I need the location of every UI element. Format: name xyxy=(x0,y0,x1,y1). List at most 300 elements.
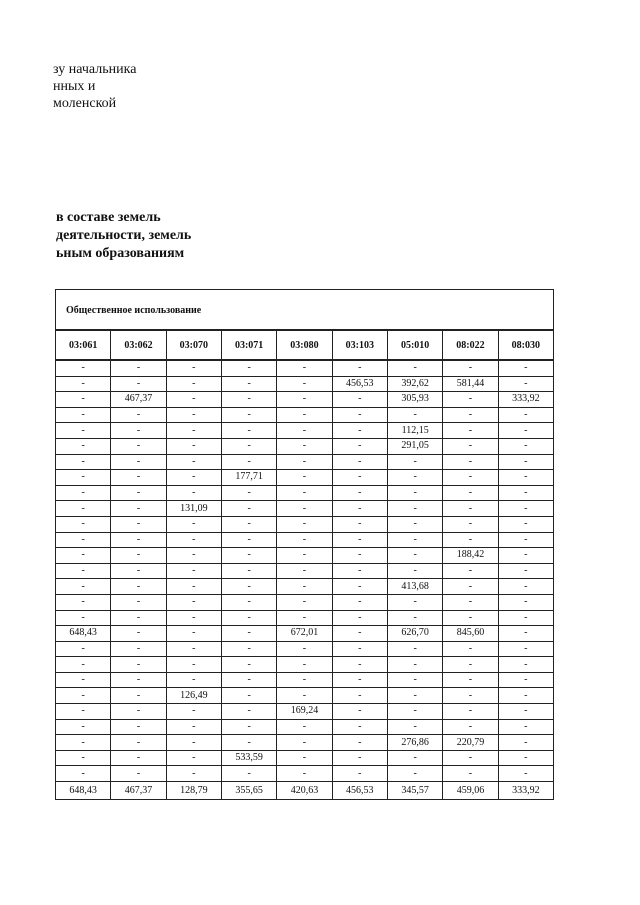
table-cell: - xyxy=(443,750,498,766)
table-cell: - xyxy=(111,548,166,564)
table-cell: - xyxy=(387,750,442,766)
table-cell: - xyxy=(111,376,166,392)
table-cell: - xyxy=(332,641,387,657)
table-cell: - xyxy=(221,407,276,423)
table-cell: - xyxy=(221,532,276,548)
table-cell: - xyxy=(166,750,221,766)
table-cell: - xyxy=(498,360,553,376)
table-row xyxy=(56,688,554,704)
table-cell: - xyxy=(56,563,111,579)
table-cell: - xyxy=(221,579,276,595)
total-cell: 345,57 xyxy=(387,782,442,800)
table-cell: - xyxy=(166,657,221,673)
table-cell: - xyxy=(56,657,111,673)
table-cell: - xyxy=(111,423,166,439)
table-cell: 305,93 xyxy=(387,392,442,408)
table-cell: 413,68 xyxy=(387,579,442,595)
table-cell: - xyxy=(56,594,111,610)
table-cell: - xyxy=(498,548,553,564)
table-cell: - xyxy=(111,454,166,470)
header-row xyxy=(56,330,554,360)
table-cell: - xyxy=(56,360,111,376)
table-cell: - xyxy=(387,641,442,657)
table-cell: - xyxy=(221,704,276,720)
table-cell: - xyxy=(111,719,166,735)
table-cell: - xyxy=(332,407,387,423)
table-cell: - xyxy=(332,735,387,751)
table-cell: - xyxy=(443,454,498,470)
table-cell: - xyxy=(277,579,332,595)
table-cell: - xyxy=(166,407,221,423)
table-cell: - xyxy=(221,766,276,782)
table-cell: 456,53 xyxy=(332,376,387,392)
table-cell: - xyxy=(387,532,442,548)
table-cell: - xyxy=(332,657,387,673)
table-cell: - xyxy=(56,610,111,626)
table-cell: - xyxy=(498,532,553,548)
total-cell: 459,06 xyxy=(443,782,498,800)
table-cell: - xyxy=(277,594,332,610)
table-cell: - xyxy=(332,672,387,688)
table-cell: - xyxy=(443,407,498,423)
table-row xyxy=(56,594,554,610)
table-cell: - xyxy=(56,641,111,657)
table-cell: - xyxy=(332,470,387,486)
table-row xyxy=(56,704,554,720)
table-cell: - xyxy=(498,579,553,595)
table-cell: - xyxy=(498,766,553,782)
table-cell: - xyxy=(221,501,276,517)
table-cell: - xyxy=(277,610,332,626)
table-cell: 626,70 xyxy=(387,626,442,642)
table-cell: - xyxy=(166,470,221,486)
table-cell: - xyxy=(166,485,221,501)
table-cell: - xyxy=(221,594,276,610)
table-cell: - xyxy=(498,750,553,766)
table-cell: - xyxy=(443,579,498,595)
table-cell: - xyxy=(166,626,221,642)
table-cell: - xyxy=(166,610,221,626)
table-cell: - xyxy=(443,470,498,486)
table-cell: - xyxy=(111,610,166,626)
table-cell: - xyxy=(498,485,553,501)
table-cell: - xyxy=(111,438,166,454)
table-cell: - xyxy=(387,704,442,720)
table-cell: - xyxy=(387,610,442,626)
table-cell: - xyxy=(498,423,553,439)
table-cell: - xyxy=(166,532,221,548)
column-header: 03:071 xyxy=(221,330,276,360)
table-cell: - xyxy=(56,735,111,751)
table-cell: 112,15 xyxy=(387,423,442,439)
table-cell: - xyxy=(277,641,332,657)
total-row xyxy=(56,782,554,800)
table-cell: - xyxy=(56,766,111,782)
table-row xyxy=(56,672,554,688)
table-cell: - xyxy=(56,704,111,720)
table-cell: - xyxy=(498,501,553,517)
table-cell: - xyxy=(166,719,221,735)
table-cell: - xyxy=(111,641,166,657)
column-header: 03:070 xyxy=(166,330,221,360)
table-cell: - xyxy=(387,657,442,673)
total-cell: 648,43 xyxy=(56,782,111,800)
table-cell: - xyxy=(443,766,498,782)
table-cell: - xyxy=(277,516,332,532)
table-row xyxy=(56,407,554,423)
table-cell: - xyxy=(166,392,221,408)
heading-line: деятельности, земель xyxy=(56,228,192,243)
table-cell: - xyxy=(111,750,166,766)
table-cell: - xyxy=(443,610,498,626)
table-cell: 648,43 xyxy=(56,626,111,642)
table-cell: - xyxy=(277,470,332,486)
table-cell: - xyxy=(332,719,387,735)
table-cell: - xyxy=(166,594,221,610)
table-cell: - xyxy=(221,688,276,704)
table-cell: - xyxy=(443,392,498,408)
table-cell: - xyxy=(111,672,166,688)
table-row xyxy=(56,735,554,751)
table-cell: - xyxy=(221,376,276,392)
table-group-header xyxy=(55,289,554,329)
table-cell: - xyxy=(111,626,166,642)
total-cell: 420,63 xyxy=(277,782,332,800)
table-cell: - xyxy=(498,672,553,688)
table-cell: - xyxy=(498,470,553,486)
table-cell: - xyxy=(277,750,332,766)
table-cell: - xyxy=(332,532,387,548)
table-cell: - xyxy=(332,360,387,376)
table-row xyxy=(56,719,554,735)
table-row xyxy=(56,766,554,782)
table-cell: - xyxy=(221,563,276,579)
table-cell: - xyxy=(332,485,387,501)
table-cell: 169,24 xyxy=(277,704,332,720)
table-row xyxy=(56,485,554,501)
table-cell: - xyxy=(221,641,276,657)
table-row xyxy=(56,360,554,376)
table-cell: - xyxy=(56,688,111,704)
table-cell: - xyxy=(277,672,332,688)
table-row xyxy=(56,423,554,439)
table-cell: - xyxy=(221,735,276,751)
table-cell: - xyxy=(332,454,387,470)
table-cell: - xyxy=(332,438,387,454)
table-cell: - xyxy=(387,672,442,688)
total-cell: 128,79 xyxy=(166,782,221,800)
table-cell: 276,86 xyxy=(387,735,442,751)
table-cell: - xyxy=(332,750,387,766)
table-cell: - xyxy=(166,360,221,376)
table-cell: - xyxy=(56,719,111,735)
total-cell: 333,92 xyxy=(498,782,553,800)
table-row xyxy=(56,548,554,564)
land-table xyxy=(55,289,554,800)
table-cell: - xyxy=(332,548,387,564)
table-cell: - xyxy=(111,579,166,595)
table-cell: - xyxy=(111,485,166,501)
table-cell: - xyxy=(277,719,332,735)
table-cell: - xyxy=(277,454,332,470)
table-cell: - xyxy=(387,454,442,470)
top-note xyxy=(53,61,136,112)
table-cell: - xyxy=(443,594,498,610)
table-cell: - xyxy=(332,610,387,626)
table-cell: - xyxy=(332,626,387,642)
column-header: 03:062 xyxy=(111,330,166,360)
table-cell: - xyxy=(56,392,111,408)
table-cell: - xyxy=(166,641,221,657)
table-cell: - xyxy=(111,735,166,751)
table-cell: - xyxy=(498,407,553,423)
table-cell: - xyxy=(111,688,166,704)
table-cell: - xyxy=(221,485,276,501)
table-cell: - xyxy=(166,376,221,392)
table-cell: - xyxy=(443,485,498,501)
table-cell: - xyxy=(111,470,166,486)
table-cell: - xyxy=(332,423,387,439)
table-cell: - xyxy=(277,735,332,751)
table-cell: - xyxy=(56,532,111,548)
table-cell: - xyxy=(277,532,332,548)
table-cell: - xyxy=(332,516,387,532)
table-row xyxy=(56,376,554,392)
table-row xyxy=(56,750,554,766)
table-cell: - xyxy=(443,657,498,673)
table-cell: - xyxy=(221,438,276,454)
table-cell: - xyxy=(277,407,332,423)
table-cell: - xyxy=(498,438,553,454)
table-cell: - xyxy=(498,454,553,470)
table-cell: - xyxy=(111,563,166,579)
table-cell: - xyxy=(166,548,221,564)
table-cell: - xyxy=(443,719,498,735)
table-row xyxy=(56,563,554,579)
table-cell: - xyxy=(221,516,276,532)
heading-line: в составе земель xyxy=(56,210,161,225)
table-cell: - xyxy=(387,563,442,579)
table-cell: - xyxy=(443,501,498,517)
table-cell: - xyxy=(56,501,111,517)
table-cell: - xyxy=(387,501,442,517)
table-cell: - xyxy=(56,407,111,423)
table-cell: 188,42 xyxy=(443,548,498,564)
table-cell: - xyxy=(56,516,111,532)
table-cell: - xyxy=(111,766,166,782)
table-cell: - xyxy=(387,516,442,532)
data-table xyxy=(55,329,554,800)
total-cell: 467,37 xyxy=(111,782,166,800)
table-cell: - xyxy=(221,719,276,735)
table-cell: 291,05 xyxy=(387,438,442,454)
table-cell: - xyxy=(111,594,166,610)
table-cell: - xyxy=(387,548,442,564)
table-cell: 392,62 xyxy=(387,376,442,392)
top-note-line: моленской xyxy=(53,96,117,111)
table-cell: - xyxy=(166,766,221,782)
table-cell: - xyxy=(498,657,553,673)
table-cell: - xyxy=(443,688,498,704)
table-cell: - xyxy=(221,672,276,688)
table-body xyxy=(56,360,554,800)
table-cell: - xyxy=(498,735,553,751)
table-cell: - xyxy=(498,516,553,532)
table-cell: 845,60 xyxy=(443,626,498,642)
table-cell: - xyxy=(443,516,498,532)
table-cell: - xyxy=(166,704,221,720)
table-row xyxy=(56,454,554,470)
table-cell: - xyxy=(498,719,553,735)
table-row xyxy=(56,392,554,408)
table-cell: - xyxy=(221,360,276,376)
column-header: 03:080 xyxy=(277,330,332,360)
table-cell: - xyxy=(56,423,111,439)
document-heading xyxy=(56,209,191,263)
table-cell: - xyxy=(277,392,332,408)
table-cell: 533,59 xyxy=(221,750,276,766)
table-cell: - xyxy=(56,454,111,470)
table-cell: - xyxy=(277,360,332,376)
table-cell: - xyxy=(498,704,553,720)
table-cell: - xyxy=(387,766,442,782)
table-cell: - xyxy=(387,719,442,735)
table-cell: 126,49 xyxy=(166,688,221,704)
table-cell: - xyxy=(221,548,276,564)
table-row xyxy=(56,641,554,657)
table-row xyxy=(56,579,554,595)
table-cell: - xyxy=(166,423,221,439)
column-header: 03:103 xyxy=(332,330,387,360)
column-header: 08:022 xyxy=(443,330,498,360)
table-cell: - xyxy=(498,594,553,610)
table-cell: - xyxy=(111,407,166,423)
table-cell: - xyxy=(443,360,498,376)
table-cell: - xyxy=(221,454,276,470)
top-note-line: зу начальника xyxy=(53,62,137,77)
table-cell: - xyxy=(56,750,111,766)
table-cell: - xyxy=(166,672,221,688)
table-cell: - xyxy=(56,485,111,501)
table-cell: 467,37 xyxy=(111,392,166,408)
table-cell: - xyxy=(166,563,221,579)
table-row xyxy=(56,657,554,673)
table-cell: - xyxy=(277,501,332,517)
table-cell: - xyxy=(498,688,553,704)
table-cell: - xyxy=(387,360,442,376)
table-cell: - xyxy=(332,563,387,579)
table-cell: - xyxy=(221,423,276,439)
table-cell: - xyxy=(56,438,111,454)
column-header: 05:010 xyxy=(387,330,442,360)
table-row xyxy=(56,470,554,486)
table-cell: - xyxy=(166,438,221,454)
table-cell: - xyxy=(498,626,553,642)
table-cell: - xyxy=(277,563,332,579)
table-cell: - xyxy=(56,672,111,688)
table-row xyxy=(56,438,554,454)
table-cell: - xyxy=(56,376,111,392)
table-row xyxy=(56,626,554,642)
table-cell: - xyxy=(56,548,111,564)
table-cell: - xyxy=(332,392,387,408)
table-cell: - xyxy=(498,641,553,657)
table-row xyxy=(56,501,554,517)
table-cell: - xyxy=(111,532,166,548)
table-cell: - xyxy=(166,516,221,532)
table-cell: - xyxy=(387,594,442,610)
table-cell: - xyxy=(277,657,332,673)
table-row xyxy=(56,532,554,548)
table-cell: - xyxy=(277,485,332,501)
table-cell: - xyxy=(166,735,221,751)
table-cell: - xyxy=(277,548,332,564)
group-header-label: Общественное использование xyxy=(66,305,202,316)
table-cell: - xyxy=(443,423,498,439)
table-cell: - xyxy=(111,704,166,720)
table-cell: - xyxy=(387,407,442,423)
table-cell: - xyxy=(111,516,166,532)
table-cell: - xyxy=(332,704,387,720)
total-cell: 355,65 xyxy=(221,782,276,800)
table-cell: - xyxy=(443,672,498,688)
table-cell: - xyxy=(443,704,498,720)
table-cell: - xyxy=(332,766,387,782)
table-cell: - xyxy=(332,688,387,704)
table-cell: - xyxy=(443,438,498,454)
table-cell: - xyxy=(387,688,442,704)
table-cell: - xyxy=(332,579,387,595)
table-cell: - xyxy=(221,610,276,626)
table-cell: - xyxy=(221,626,276,642)
table-cell: - xyxy=(387,470,442,486)
table-cell: - xyxy=(221,657,276,673)
table-cell: 581,44 xyxy=(443,376,498,392)
table-cell: - xyxy=(443,563,498,579)
table-cell: - xyxy=(111,360,166,376)
table-cell: - xyxy=(498,610,553,626)
table-cell: - xyxy=(166,579,221,595)
table-cell: - xyxy=(56,579,111,595)
table-cell: - xyxy=(221,392,276,408)
table-cell: - xyxy=(166,454,221,470)
heading-line: ьным образованиям xyxy=(56,246,185,261)
table-cell: - xyxy=(443,641,498,657)
total-cell: 456,53 xyxy=(332,782,387,800)
table-cell: - xyxy=(111,501,166,517)
table-cell: - xyxy=(332,594,387,610)
table-cell: - xyxy=(498,563,553,579)
table-row xyxy=(56,610,554,626)
table-cell: - xyxy=(387,485,442,501)
top-note-line: нных и xyxy=(53,79,96,94)
table-cell: - xyxy=(498,376,553,392)
table-cell: - xyxy=(111,657,166,673)
table-cell: 672,01 xyxy=(277,626,332,642)
table-cell: - xyxy=(277,376,332,392)
table-cell: - xyxy=(332,501,387,517)
table-cell: - xyxy=(277,438,332,454)
table-cell: - xyxy=(443,532,498,548)
table-row xyxy=(56,516,554,532)
table-cell: - xyxy=(277,423,332,439)
table-cell: 131,09 xyxy=(166,501,221,517)
table-cell: 177,71 xyxy=(221,470,276,486)
table-cell: 220,79 xyxy=(443,735,498,751)
table-cell: - xyxy=(56,470,111,486)
column-header: 03:061 xyxy=(56,330,111,360)
table-cell: - xyxy=(277,766,332,782)
